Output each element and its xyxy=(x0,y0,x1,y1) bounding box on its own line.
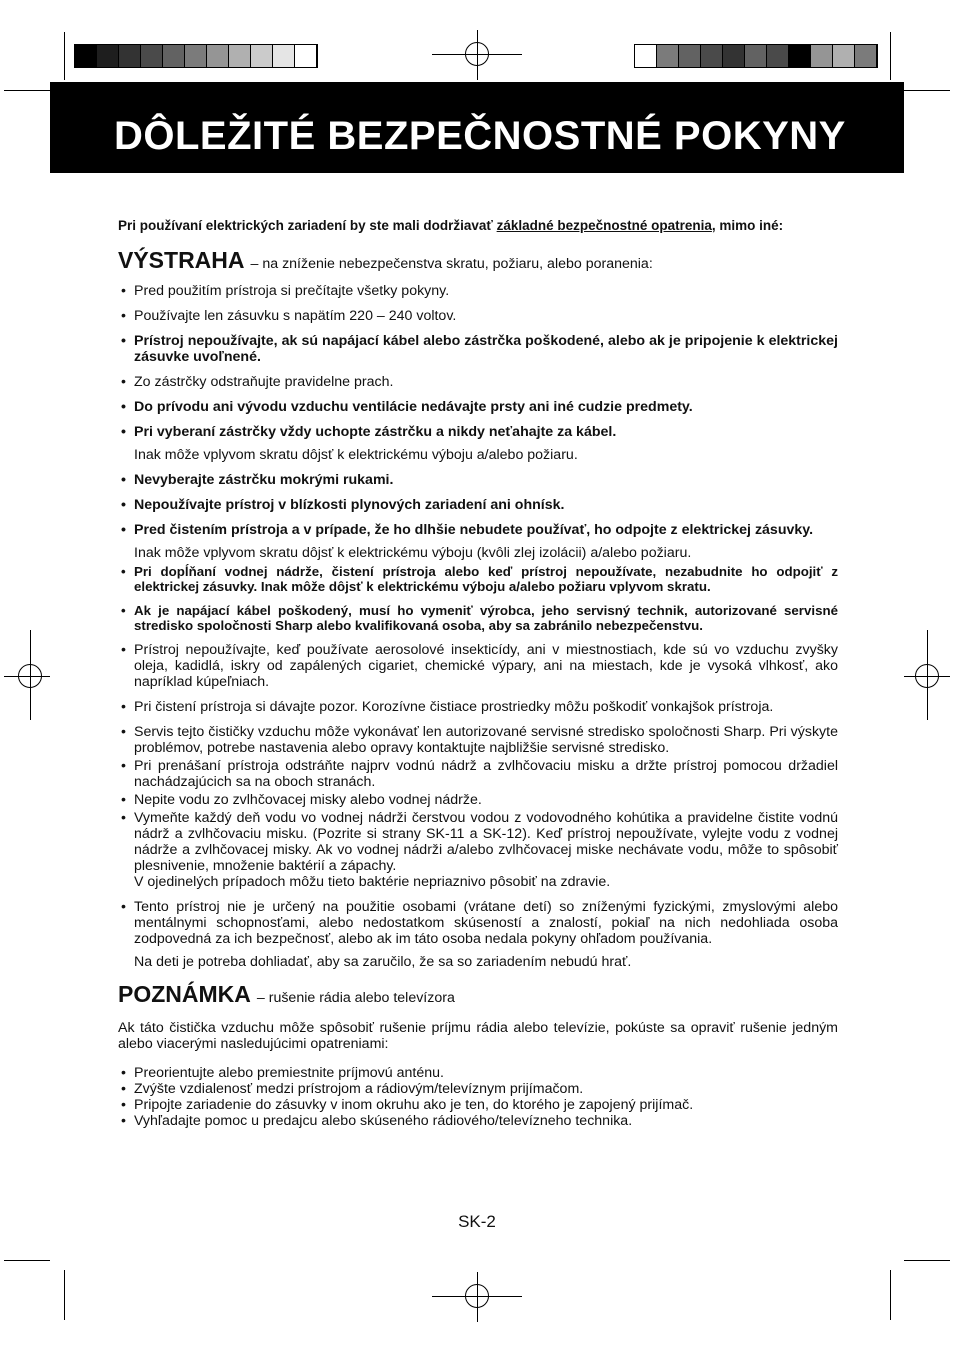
note-list xyxy=(118,1065,838,1129)
list-item: • Pred čistením prístroja a v prípade, že ho dlhšie nebudete používať, ho odpojte z elektrickej zásuvky. xyxy=(118,522,838,538)
list-note: V ojedinelých prípadoch môžu tieto baktérie nepriaznivo pôsobiť na zdravie. xyxy=(134,874,611,891)
list-item: • Nevyberajte zástrčku mokrými rukami. xyxy=(118,472,838,488)
list-note: Inak môže vplyvom skratu dôjsť k elektrickému výboju (kvôli zlej izolácii) a/alebo požiaru. xyxy=(134,545,692,562)
warning-list-2 xyxy=(118,472,838,538)
list-item: • Nepoužívajte prístroj v blízkosti plynových zariadení ani ohnísk. xyxy=(118,497,838,513)
list-item: • Tento prístroj nie je určený na použitie osobami (vrátane detí) so zníženými fyzickými, zmyslovými alebo mentálnymi schopnosťami, alebo nedostatkom skúseností a znalostí, pokiaľ na nich nedohliada osoba zodpovedná za ich bezpečnosť, alebo ak im táto osoba nedala pokyny ohľadom používania. xyxy=(118,899,838,947)
list-item: • Pripojte zariadenie do zásuvky v inom okruhu ako je ten, do ktorého je zapojený prijímač. xyxy=(118,1097,838,1113)
list-item: • Pri prenášaní prístroja odstráňte najprv vodnú nádrž a zvlhčovaciu misku a držte prístroj pomocou držadiel nachádzajúcich sa na oboch stranách. xyxy=(118,758,838,790)
note-paragraph: Ak táto čistička vzduchu môže spôsobiť rušenie príjmu rádia alebo televízie, pokúste sa opraviť rušenie jedným alebo viacerými nasledujúcimi opatreniami: xyxy=(118,1019,838,1052)
safety-content xyxy=(118,218,838,1129)
list-item: • Pri vyberaní zástrčky vždy uchopte zástrčku a nikdy neťahajte za kábel. xyxy=(118,424,838,440)
note-heading: POZNÁMKA xyxy=(118,981,251,1008)
intro-before: Pri používaní elektrických zariadení by ste mali dodržiavať xyxy=(118,218,497,233)
list-item: • Pred použitím prístroja si prečítajte všetky pokyny. xyxy=(118,283,838,299)
list-item: • Vymeňte každý deň vodu vo vodnej nádrži čerstvou vodou z vodovodného kohútika a pravidelne čistite vodnú nádrž a zvlhčovaciu misku. (Pozrite si strany SK-11 a SK-12). Keď prístroj nepoužívate, vylejte vodu z vodnej nádrže a zvlhčovacej misky. Ak vo vodnej nádrži a/alebo zvlhčovacej miske nechávate vodu, môže to spôsobiť plesnivenie, množenie baktérií a zápachy. xyxy=(118,810,838,874)
list-note: Na deti je potreba dohliadať, aby sa zaručilo, že sa so zariadením nebudú hrať. xyxy=(134,954,632,971)
warning-list xyxy=(118,283,838,440)
intro-after: , mimo iné: xyxy=(711,218,784,233)
warning-heading-line xyxy=(118,248,838,273)
warning-list-4 xyxy=(118,899,838,947)
list-item: • Používajte len zásuvku s napätím 220 – 240 voltov. xyxy=(118,308,838,324)
warning-description: – na zníženie nebezpečenstva skratu, požiaru, alebo poranenia: xyxy=(250,256,653,272)
list-item: • Pri dopĺňaní vodnej nádrže, čistení prístroja alebo keď prístroj nepoužívate, nezabudnite ho odpojiť z elektrickej zásuvky. Inak môže dôjsť k elektrickému výboju a/alebo požiaru vplyvom skratu. xyxy=(118,564,838,594)
list-item: • Vyhľadajte pomoc u predajcu alebo skúseného rádiového/televízneho technika. xyxy=(118,1113,838,1129)
list-item: • Servis tejto čističky vzduchu môže vykonávať len autorizované servisné stredisko spoločnosti Sharp. Pri výskyte problémov, potrebe nastavenia alebo opravy kontaktujte najbližšie servisné stredisko. xyxy=(118,724,838,756)
note-heading-line xyxy=(118,982,838,1007)
list-note: Inak môže vplyvom skratu dôjsť k elektrickému výboju a/alebo požiaru. xyxy=(134,447,578,464)
list-item: • Ak je napájací kábel poškodený, musí ho vymeniť výrobca, jeho servisný technik, autorizované servisné stredisko spoločnosti Sharp alebo kvalifikovaná osoba, aby sa zabránilo nebezpečenstvu. xyxy=(118,603,838,633)
page-number: SK-2 xyxy=(458,1212,496,1231)
page-title: DÔLEŽITÉ BEZPEČNOSTNÉ POKYNY xyxy=(114,114,846,158)
list-item: • Preorientujte alebo premiestnite príjmovú anténu. xyxy=(118,1065,838,1081)
title-banner xyxy=(50,82,904,173)
list-item: • Prístroj nepoužívajte, ak sú napájací kábel alebo zástrčka poškodené, alebo ak je pripojenie k elektrickej zásuvke uvoľnené. xyxy=(118,333,838,365)
color-bar-left xyxy=(74,44,318,68)
list-item: • Zo zástrčky odstraňujte pravidelne prach. xyxy=(118,374,838,390)
intro-underlined: základné bezpečnostné opatrenia xyxy=(496,218,712,233)
list-item: • Prístroj nepoužívajte, keď používate aerosolové insekticídy, ani v miestnostiach, kde sú vo vzduchu zvyšky oleja, kadidlá, iskry od zapálených cigariet, chemické výpary, ani na miestach, kde je vysoká vlhkosť, ako napríklad kúpeľniach. xyxy=(118,642,838,690)
list-item: • Zvýšte vzdialenosť medzi prístrojom a rádiovým/televíznym prijímačom. xyxy=(118,1081,838,1097)
warning-heading: VÝSTRAHA xyxy=(118,247,245,273)
list-item: • Nepite vodu zo zvlhčovacej misky alebo vodnej nádrže. xyxy=(118,792,838,808)
list-item: • Do prívodu ani vývodu vzduchu ventilácie nedávajte prsty ani iné cudzie predmety. xyxy=(118,399,838,415)
color-bar-right xyxy=(634,44,878,68)
intro-text xyxy=(118,218,838,234)
note-description: – rušenie rádia alebo televízora xyxy=(256,990,455,1007)
warning-list-3 xyxy=(118,564,838,874)
list-item: • Pri čistení prístroja si dávajte pozor. Korozívne čistiace prostriedky môžu poškodiť vonkajšok prístroja. xyxy=(118,699,838,715)
